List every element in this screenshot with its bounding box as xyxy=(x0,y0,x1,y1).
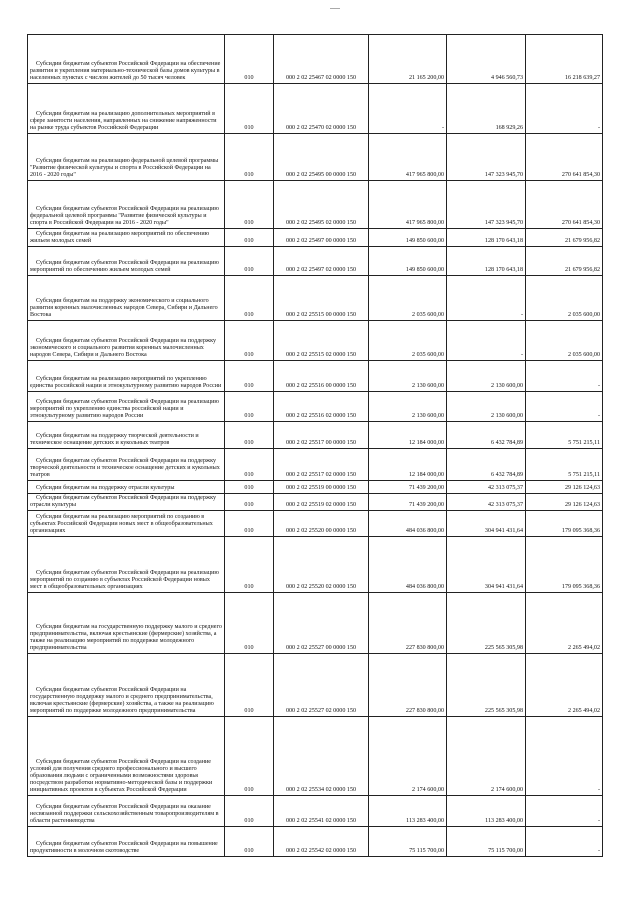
row-kbk: 000 2 02 25516 00 0000 150 xyxy=(274,361,369,392)
row-remaining: 29 126 124,63 xyxy=(526,494,603,511)
row-executed: 6 432 784,89 xyxy=(447,422,526,449)
row-executed: 42 313 075,37 xyxy=(447,494,526,511)
row-executed: 2 174 600,00 xyxy=(447,717,526,796)
table-row xyxy=(28,494,603,511)
table-body xyxy=(28,35,603,857)
row-name: Субсидии бюджетам субъектов Российской Федерации на создание условий для получения среднего профессионального и высшего образования людьми с ограниченными возможностями здоровья посредством разработки нормативно-методической базы и поддержки инициативных проектов в субъектах Российской Федерации xyxy=(28,717,225,796)
scan-mark xyxy=(330,8,340,9)
row-kbk: 000 2 02 25467 02 0000 150 xyxy=(274,35,369,84)
table-row xyxy=(28,796,603,827)
table-row xyxy=(28,481,603,494)
row-remaining: - xyxy=(526,827,603,857)
table-row xyxy=(28,276,603,321)
row-code: 010 xyxy=(225,361,274,392)
row-remaining: 179 095 368,36 xyxy=(526,511,603,537)
row-remaining: - xyxy=(526,717,603,796)
row-code: 010 xyxy=(225,35,274,84)
row-name: Субсидии бюджетам на реализацию мероприятий по обеспечению жильем молодых семей xyxy=(28,229,225,247)
row-name: Субсидии бюджетам на поддержку отрасли культуры xyxy=(28,481,225,494)
row-code: 010 xyxy=(225,449,274,481)
row-kbk: 000 2 02 25520 00 0000 150 xyxy=(274,511,369,537)
row-kbk: 000 2 02 25519 02 0000 150 xyxy=(274,494,369,511)
row-executed: - xyxy=(447,276,526,321)
row-name: Субсидии бюджетам на реализацию мероприятий по укреплению единства российской нации и этнокультурному развитию народов России xyxy=(28,361,225,392)
table-row xyxy=(28,321,603,361)
table-row xyxy=(28,537,603,593)
row-plan: 2 130 600,00 xyxy=(369,392,447,422)
table-row xyxy=(28,84,603,134)
row-plan: 484 036 800,00 xyxy=(369,537,447,593)
row-plan: 71 439 200,00 xyxy=(369,494,447,511)
row-code: 010 xyxy=(225,511,274,537)
row-plan: 417 965 800,00 xyxy=(369,134,447,181)
row-kbk: 000 2 02 25515 02 0000 150 xyxy=(274,321,369,361)
row-remaining: 5 751 215,11 xyxy=(526,449,603,481)
row-executed: 75 115 700,00 xyxy=(447,827,526,857)
row-remaining: - xyxy=(526,796,603,827)
row-kbk: 000 2 02 25541 02 0000 150 xyxy=(274,796,369,827)
row-name: Субсидии бюджетам субъектов Российской Федерации на повышение продуктивности в молочном скотоводстве xyxy=(28,827,225,857)
row-code: 010 xyxy=(225,229,274,247)
row-kbk: 000 2 02 25515 00 0000 150 xyxy=(274,276,369,321)
row-remaining: 2 265 494,02 xyxy=(526,593,603,654)
row-executed: 225 565 305,98 xyxy=(447,654,526,717)
row-remaining: - xyxy=(526,84,603,134)
row-plan: 484 036 800,00 xyxy=(369,511,447,537)
row-remaining: 21 679 956,82 xyxy=(526,247,603,276)
row-kbk: 000 2 02 25516 02 0000 150 xyxy=(274,392,369,422)
row-executed: 147 323 945,70 xyxy=(447,134,526,181)
row-name: Субсидии бюджетам субъектов Российской Федерации на поддержку экономического и социального развития коренных малочисленных народов Севера, Сибири и Дальнего Востока xyxy=(28,321,225,361)
row-code: 010 xyxy=(225,494,274,511)
row-kbk: 000 2 02 25527 02 0000 150 xyxy=(274,654,369,717)
row-code: 010 xyxy=(225,593,274,654)
row-executed: 128 170 643,18 xyxy=(447,229,526,247)
table-row xyxy=(28,392,603,422)
row-name: Субсидии бюджетам на поддержку экономического и социального развития коренных малочисленных народов Севера, Сибири и Дальнего Востока xyxy=(28,276,225,321)
row-name: Субсидии бюджетам на реализацию федеральной целевой программы "Развитие физической культуры и спорта в Российской Федерации на 2016 - 2020 годы" xyxy=(28,134,225,181)
row-code: 010 xyxy=(225,654,274,717)
row-name: Субсидии бюджетам на поддержку творческой деятельности и техническое оснащение детских и кукольных театров xyxy=(28,422,225,449)
row-executed: 113 283 400,00 xyxy=(447,796,526,827)
table-row xyxy=(28,35,603,84)
row-remaining: - xyxy=(526,361,603,392)
table-row xyxy=(28,361,603,392)
row-kbk: 000 2 02 25495 00 0000 150 xyxy=(274,134,369,181)
row-code: 010 xyxy=(225,422,274,449)
row-code: 010 xyxy=(225,247,274,276)
row-executed: 168 929,26 xyxy=(447,84,526,134)
table-row xyxy=(28,247,603,276)
row-remaining: 2 035 600,00 xyxy=(526,276,603,321)
row-plan: 227 830 800,00 xyxy=(369,593,447,654)
row-code: 010 xyxy=(225,481,274,494)
row-executed: 6 432 784,89 xyxy=(447,449,526,481)
row-name: Субсидии бюджетам на реализацию дополнительных мероприятий в сфере занятости населения, направленных на снижение напряженности на рынке труда субъектов Российской Федерации xyxy=(28,84,225,134)
row-code: 010 xyxy=(225,276,274,321)
row-executed: 2 130 600,00 xyxy=(447,361,526,392)
row-name: Субсидии бюджетам на реализацию мероприятий по созданию в субъектах Российской Федерации новых мест в общеобразовательных организациях xyxy=(28,511,225,537)
row-kbk: 000 2 02 25520 02 0000 150 xyxy=(274,537,369,593)
row-executed: - xyxy=(447,321,526,361)
row-name: Субсидии бюджетам субъектов Российской Федерации на поддержку творческой деятельности и техническое оснащение детских и кукольных театров xyxy=(28,449,225,481)
row-remaining: 5 751 215,11 xyxy=(526,422,603,449)
row-name: Субсидии бюджетам субъектов Российской Федерации на реализацию мероприятий по созданию в субъектах Российской Федерации новых мест в общеобразовательных организациях xyxy=(28,537,225,593)
table-row xyxy=(28,827,603,857)
row-kbk: 000 2 02 25519 00 0000 150 xyxy=(274,481,369,494)
row-name: Субсидии бюджетам на государственную поддержку малого и среднего предпринимательства, включая крестьянские (фермерские) хозяйства, а также на реализацию мероприятий по поддержке молодежного предпринимательства xyxy=(28,593,225,654)
table-row xyxy=(28,449,603,481)
row-remaining: 16 218 639,27 xyxy=(526,35,603,84)
row-kbk: 000 2 02 25534 02 0000 150 xyxy=(274,717,369,796)
table-row xyxy=(28,654,603,717)
row-plan: 21 165 200,00 xyxy=(369,35,447,84)
row-plan: 12 184 000,00 xyxy=(369,449,447,481)
row-remaining: - xyxy=(526,392,603,422)
table-row xyxy=(28,422,603,449)
row-plan: 2 130 600,00 xyxy=(369,361,447,392)
row-kbk: 000 2 02 25527 00 0000 150 xyxy=(274,593,369,654)
row-kbk: 000 2 02 25495 02 0000 150 xyxy=(274,181,369,229)
row-plan: 2 035 600,00 xyxy=(369,276,447,321)
table-row xyxy=(28,181,603,229)
row-remaining: 179 095 368,36 xyxy=(526,537,603,593)
budget-table xyxy=(27,34,603,857)
row-executed: 2 130 600,00 xyxy=(447,392,526,422)
row-remaining: 270 641 854,30 xyxy=(526,134,603,181)
row-name: Субсидии бюджетам субъектов Российской Федерации на оказание несвязанной поддержки сельскохозяйственным товаропроизводителям в области растениеводства xyxy=(28,796,225,827)
row-plan: 12 184 000,00 xyxy=(369,422,447,449)
row-executed: 147 323 945,70 xyxy=(447,181,526,229)
row-plan: 2 174 600,00 xyxy=(369,717,447,796)
row-plan: 149 850 600,00 xyxy=(369,247,447,276)
row-remaining: 270 641 854,30 xyxy=(526,181,603,229)
row-code: 010 xyxy=(225,181,274,229)
row-remaining: 2 035 600,00 xyxy=(526,321,603,361)
row-executed: 225 565 305,98 xyxy=(447,593,526,654)
row-executed: 304 941 431,64 xyxy=(447,511,526,537)
row-name: Субсидии бюджетам субъектов Российской Федерации на обеспечение развития и укрепления материально-технической базы домов культуры в населенных пунктах с числом жителей до 50 тысяч человек xyxy=(28,35,225,84)
row-code: 010 xyxy=(225,84,274,134)
row-kbk: 000 2 02 25497 02 0000 150 xyxy=(274,247,369,276)
row-remaining: 21 679 956,82 xyxy=(526,229,603,247)
row-executed: 304 941 431,64 xyxy=(447,537,526,593)
row-kbk: 000 2 02 25470 02 0000 150 xyxy=(274,84,369,134)
row-name: Субсидии бюджетам субъектов Российской Федерации на поддержку отрасли культуры xyxy=(28,494,225,511)
row-plan: 75 115 700,00 xyxy=(369,827,447,857)
table-row xyxy=(28,229,603,247)
row-code: 010 xyxy=(225,321,274,361)
row-name: Субсидии бюджетам субъектов Российской Федерации на государственную поддержку малого и среднего предпринимательства, включая крестьянские (фермерские) хозяйства, а также на реализацию мероприятий по поддержке молодежного предпринимательства xyxy=(28,654,225,717)
row-remaining: 29 126 124,63 xyxy=(526,481,603,494)
row-plan: 2 035 600,00 xyxy=(369,321,447,361)
row-plan: - xyxy=(369,84,447,134)
row-plan: 417 965 800,00 xyxy=(369,181,447,229)
row-name: Субсидии бюджетам субъектов Российской Федерации на реализацию мероприятий по обеспечению жильем молодых семей xyxy=(28,247,225,276)
row-kbk: 000 2 02 25517 00 0000 150 xyxy=(274,422,369,449)
row-plan: 71 439 200,00 xyxy=(369,481,447,494)
row-kbk: 000 2 02 25517 02 0000 150 xyxy=(274,449,369,481)
row-executed: 42 313 075,37 xyxy=(447,481,526,494)
row-code: 010 xyxy=(225,796,274,827)
table-row xyxy=(28,593,603,654)
row-kbk: 000 2 02 25497 00 0000 150 xyxy=(274,229,369,247)
row-name: Субсидии бюджетам субъектов Российской Федерации на реализацию федеральной целевой программы "Развитие физической культуры и спорта в Российской Федерации на 2016 - 2020 годы" xyxy=(28,181,225,229)
row-plan: 149 850 600,00 xyxy=(369,229,447,247)
row-remaining: 2 265 494,02 xyxy=(526,654,603,717)
table-row xyxy=(28,511,603,537)
row-kbk: 000 2 02 25542 02 0000 150 xyxy=(274,827,369,857)
row-name: Субсидии бюджетам субъектов Российской Федерации на реализацию мероприятий по укреплению единства российской нации и этнокультурному развитию народов России xyxy=(28,392,225,422)
row-code: 010 xyxy=(225,537,274,593)
table-row xyxy=(28,717,603,796)
row-plan: 227 830 800,00 xyxy=(369,654,447,717)
row-code: 010 xyxy=(225,717,274,796)
table-row xyxy=(28,134,603,181)
row-code: 010 xyxy=(225,134,274,181)
row-code: 010 xyxy=(225,827,274,857)
row-code: 010 xyxy=(225,392,274,422)
row-executed: 4 946 560,73 xyxy=(447,35,526,84)
row-plan: 113 283 400,00 xyxy=(369,796,447,827)
row-executed: 128 170 643,18 xyxy=(447,247,526,276)
